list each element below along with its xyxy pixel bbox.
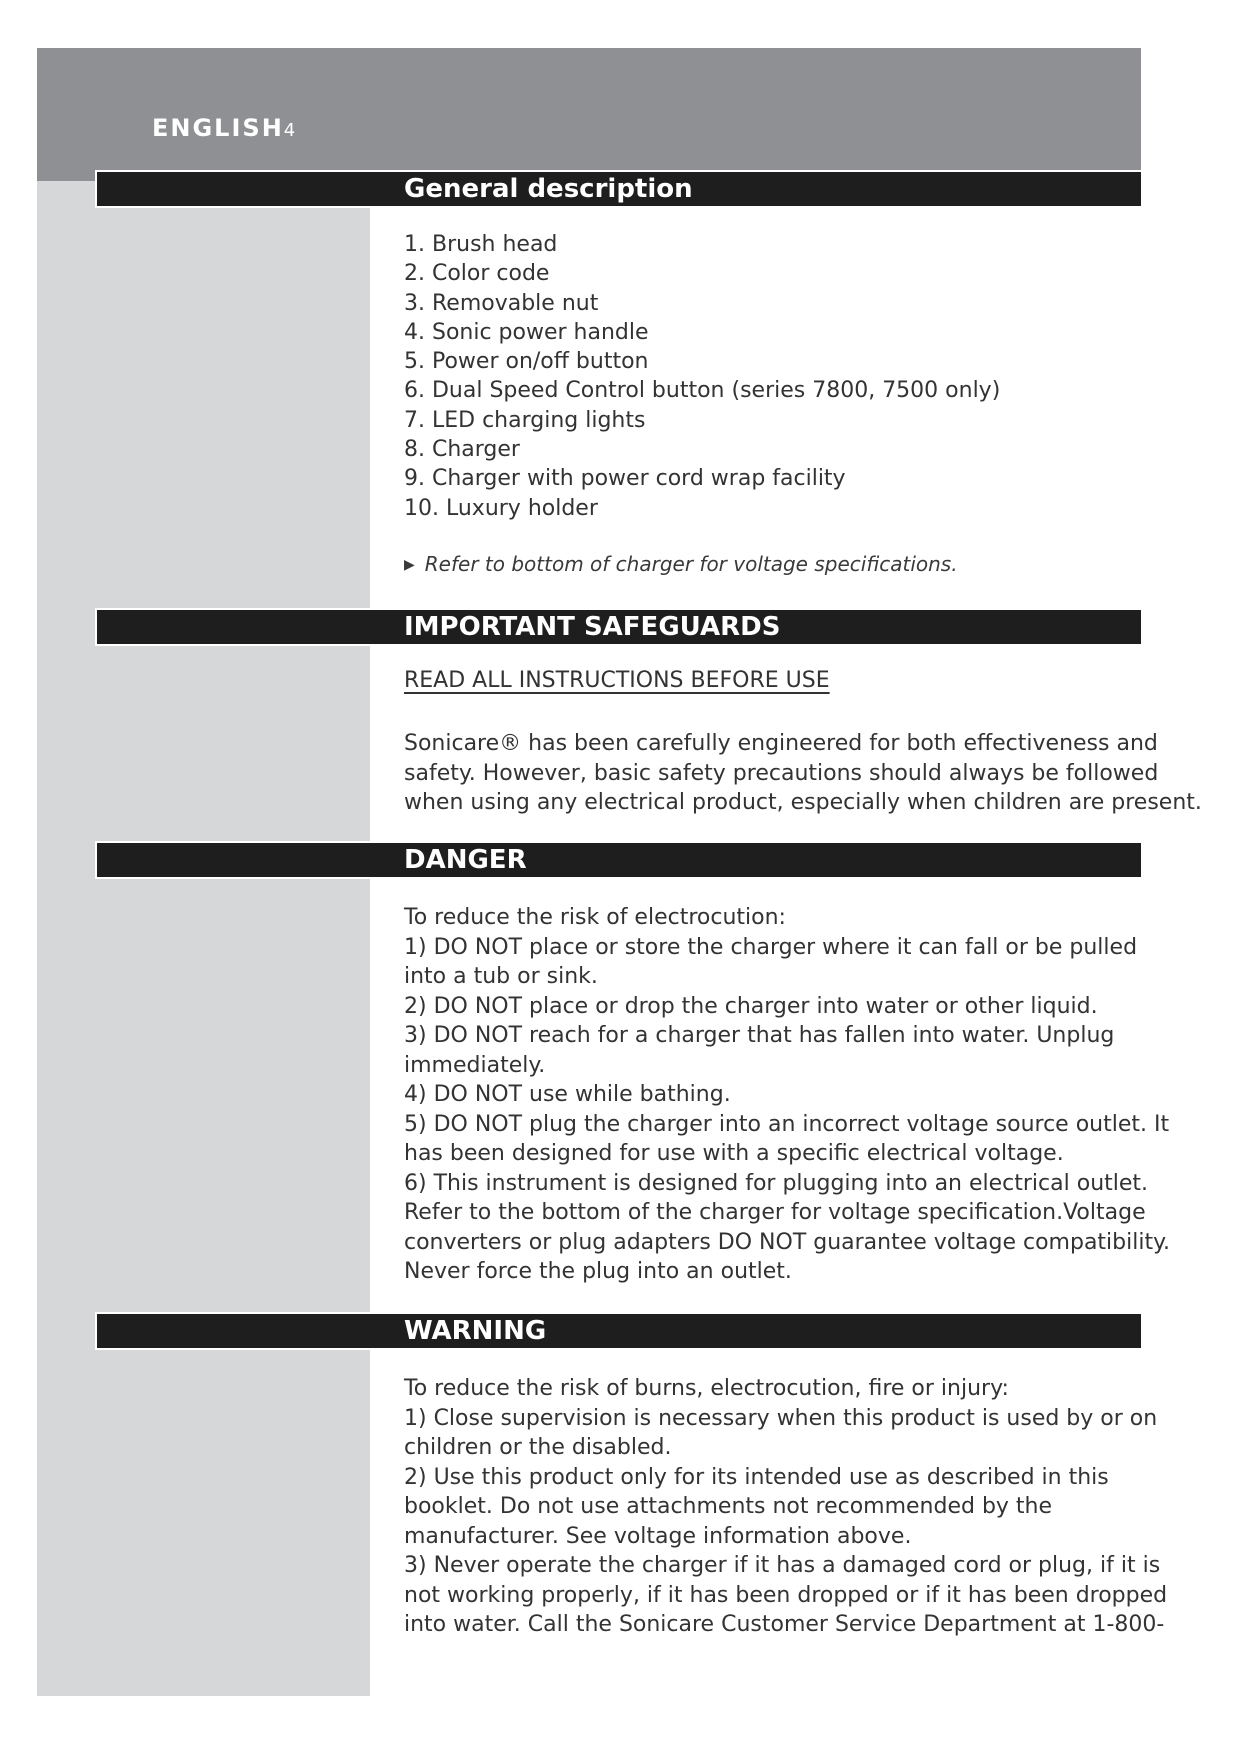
section-bar-general [97,172,1141,206]
list-item: 10. Luxury holder [404,495,598,521]
section-title-danger: DANGER [404,845,527,875]
paragraph-line: 5) DO NOT plug the charger into an incorrect voltage source outlet. It [404,1111,1170,1137]
safeguards-paragraph [404,729,1202,818]
paragraph-line: 3) DO NOT reach for a charger that has fallen into water. Unplug [404,1023,1115,1048]
paragraph-line: Never force the plug into an outlet. [404,1259,792,1284]
page-header [152,114,295,142]
list-item: 7. LED charging lights [404,407,646,433]
language-label: ENGLISH [152,114,284,142]
paragraph-line: Refer to the bottom of the charger for voltage specification.Voltage [404,1200,1146,1225]
paragraph-line: 3) Never operate the charger if it has a damaged cord or plug, if it is [404,1553,1161,1578]
danger-paragraph [404,903,1170,1287]
section-title-warning: WARNING [404,1316,547,1346]
paragraph-line: 6) This instrument is designed for plugging into an electrical outlet. [404,1170,1149,1196]
paragraph-line: manufacturer. See voltage information above. [404,1523,912,1549]
paragraph-line: To reduce the risk of burns, electrocution, fire or injury: [404,1376,1009,1401]
voltage-note [404,552,958,576]
voltage-note-text: Refer to bottom of charger for voltage specifications. [424,552,958,576]
list-item: 1. Brush head [404,232,558,257]
paragraph-line: converters or plug adapters DO NOT guarantee voltage compatibility. [404,1229,1170,1255]
paragraph-line: booklet. Do not use attachments not recommended by the [404,1494,1053,1519]
paragraph-line: 2) Use this product only for its intended use as described in this [404,1464,1109,1490]
list-item: 6. Dual Speed Control button (series 7800, 7500 only) [404,378,1001,404]
section-bar-danger [97,843,1141,877]
paragraph-line: safety. However, basic safety precautions should always be followed [404,760,1159,786]
list-item: 2. Color code [404,261,550,287]
triangle-bullet-icon: ▶ [404,557,415,573]
paragraph-line: 2) DO NOT place or drop the charger into water or other liquid. [404,993,1098,1019]
paragraph-line: children or the disabled. [404,1435,672,1460]
paragraph-line: not working properly, if it has been dropped or if it has been dropped [404,1582,1168,1608]
read-all-instructions: READ ALL INSTRUCTIONS BEFORE USE [404,668,830,693]
component-list [404,230,1164,523]
paragraph-line: 4) DO NOT use while bathing. [404,1082,731,1107]
warning-paragraph [404,1374,1168,1640]
list-item: 9. Charger with power cord wrap facility [404,466,846,492]
section-title-safeguards: IMPORTANT SAFEGUARDS [404,612,781,642]
section-title-general: General description [404,174,693,204]
paragraph-line: To reduce the risk of electrocution: [404,905,786,930]
paragraph-line: 1) DO NOT place or store the charger where it can fall or be pulled [404,934,1138,960]
paragraph-line: 1) Close supervision is necessary when this product is used by or on [404,1405,1158,1431]
paragraph-line: when using any electrical product, especially when children are present. [404,790,1202,815]
paragraph-line: immediately. [404,1052,546,1078]
list-item: 3. Removable nut [404,290,599,316]
list-item: 4. Sonic power handle [404,319,649,345]
paragraph-line: into water. Call the Sonicare Customer Service Department at 1-800- [404,1612,1165,1637]
section-bar-safeguards [97,610,1141,644]
paragraph-line: Sonicare® has been carefully engineered for both effectiveness and [404,731,1158,756]
list-item: 8. Charger [404,437,520,463]
list-item: 5. Power on/off button [404,349,649,375]
section-bar-warning [97,1314,1141,1348]
paragraph-line: into a tub or sink. [404,964,598,989]
page-number: 4 [283,120,296,141]
paragraph-line: has been designed for use with a specific electrical voltage. [404,1141,1064,1166]
